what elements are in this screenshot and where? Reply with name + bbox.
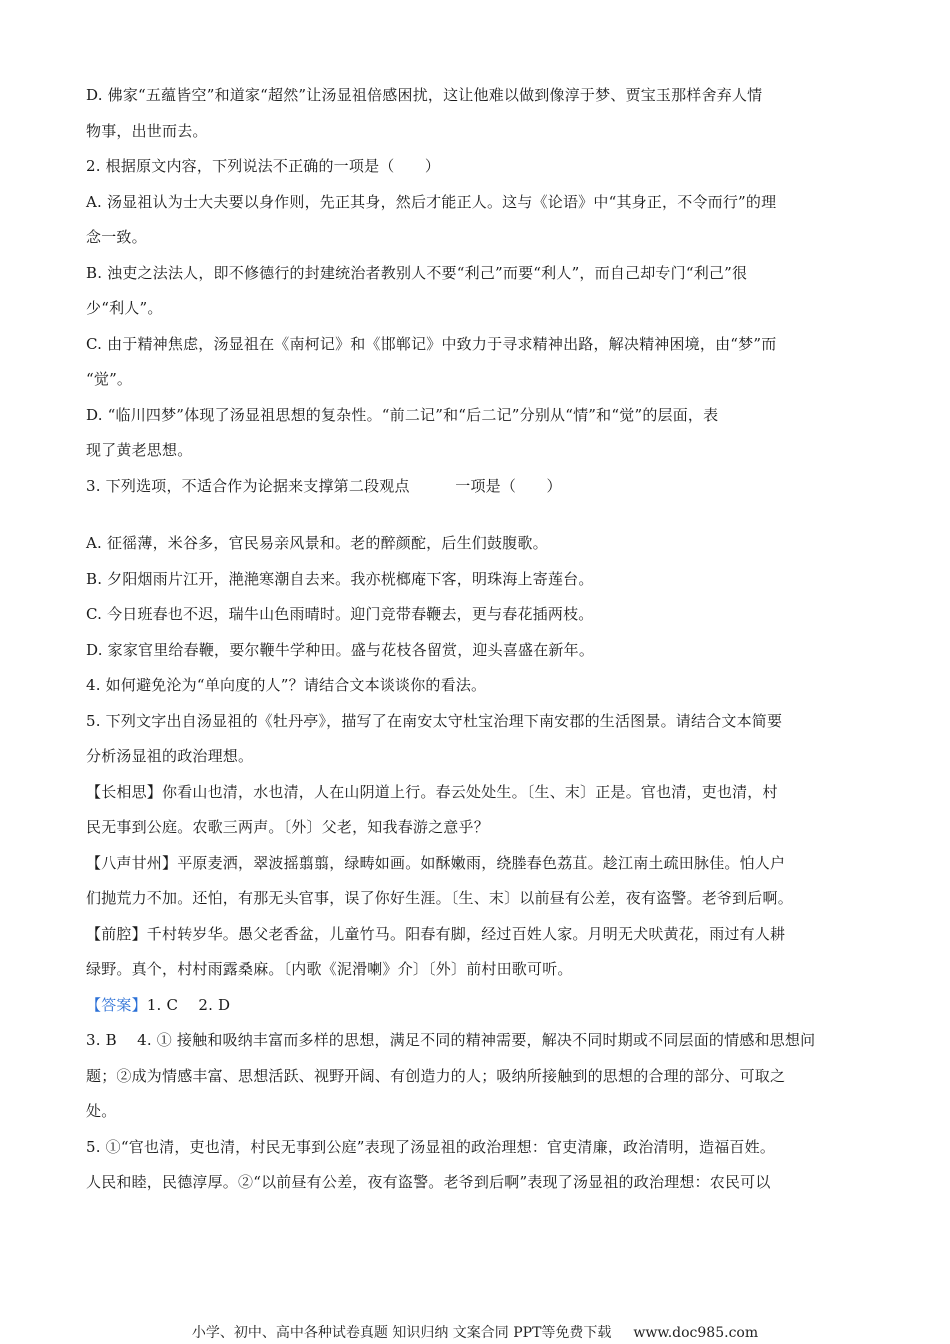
text-line: A. 汤显祖认为士大夫要以身作则，先正其身，然后才能正人。这与《论语》中“其身正，不令而行”的理 <box>86 192 777 211</box>
text-line: 题；②成为情感丰富、思想活跃、视野开阔、有创造力的人；吸纳所接触到的思想的合理的部分、可取之 <box>86 1066 786 1085</box>
text-line: 现了黄老思想。 <box>86 441 193 459</box>
option-c: C. 今日班春也不迟，瑞牛山色雨晴时。迎门竞带春鞭去，更与春花插两枝。 <box>86 605 594 623</box>
option-d: D. 家家官里给春鞭，要尔鞭牛学种田。盛与花枝各留赏，迎头喜盛在新年。 <box>86 640 595 659</box>
option-b: B. 夕阳烟雨片江开，滟滟寒潮自去来。我亦桄榔庵下客，明珠海上寄莲台。 <box>86 569 594 588</box>
text-line: 人民和睦，民德淳厚。②“以前昼有公差，夜有盗警。老爷到后啊”表现了汤显祖的政治理想：农民可以 <box>86 1173 771 1191</box>
option-a: A. 征徭薄，米谷多，官民易亲风景和。老的醉颜酡，后生们鼓腹歌。 <box>86 534 548 552</box>
text-line: 5. ①“官也清，吏也清，村民无事到公庭”表现了汤显祖的政治理想：官吏清廉，政治清明，造福百姓。 <box>86 1137 776 1156</box>
answer-label: 【答案】 <box>86 995 147 1014</box>
text-line: 处。 <box>86 1102 117 1120</box>
text-line: 念一致。 <box>86 228 147 246</box>
spacer <box>86 504 866 526</box>
footer-url: www.doc985.com <box>633 1325 759 1341</box>
answer-values: 1. C 2. D <box>146 995 231 1014</box>
question-3: 3. 下列选项，不适合作为论据来支撑第二段观点 一项是（ ） <box>86 476 562 495</box>
text-line: 【八声甘州】平原麦洒，翠波摇翦翦，绿畴如画。如酥嫩雨，绕塍春色荔苴。趁江南土疏田脉佳。怕人户 <box>86 853 786 872</box>
text-line: 3. B 4. ① 接触和吸纳丰富而多样的思想，满足不同的精神需要，解决不同时期或不同层面的情感和思想问 <box>86 1031 816 1049</box>
text-line: D. “临川四梦”体现了汤显祖思想的复杂性。“前二记”和“后二记”分别从“情”和“觉”的层面，表 <box>86 405 719 424</box>
page-footer <box>0 1322 950 1342</box>
text-line: 绿野。真个，村村雨露桑麻。〔内歌《泥滑喇》介〕〔外〕前村田歌可听。 <box>86 960 573 978</box>
text-line: 分析汤显祖的政治理想。 <box>86 747 254 765</box>
document-body <box>86 78 866 1201</box>
question-5: 5. 下列文字出自汤显祖的《牡丹亭》，描写了在南安太守杜宝治理下南安郡的生活图景。请结合文本简要 <box>86 711 783 730</box>
answer-line <box>86 988 866 1024</box>
text-line: 物事，出世而去。 <box>86 121 208 140</box>
text-line: 【前腔】千村转岁华。愚父老香盆，儿童竹马。阳春有脚，经过百姓人家。月明无犬吠黄花，雨过有人耕 <box>86 924 786 943</box>
text-line: B. 浊吏之法法人，即不修德行的封建统治者教别人不要“利己”而要“利人”，而自己却专门“利己”很 <box>86 263 748 282</box>
footer-text: 小学、初中、高中各种试卷真题 知识归纳 文案合同 PPT等免费下载 <box>191 1325 612 1341</box>
text-line: 民无事到公庭。农歌三两声。〔外〕父老，知我春游之意乎？ <box>86 818 489 836</box>
text-line: D. 佛家“五蕴皆空”和道家“超然”让汤显祖倍感困扰，这让他难以做到像淳于梦、贾宝玉那样舍弃人情 <box>86 86 763 104</box>
question-4: 4. 如何避免沦为“单向度的人”？请结合文本谈谈你的看法。 <box>86 676 487 694</box>
text-line: “觉”。 <box>86 370 133 388</box>
question-2: 2. 根据原文内容，下列说法不正确的一项是（ ） <box>86 157 441 175</box>
text-line: 们抛荒力不加。还怕，有那无头官事，误了你好生涯。〔生、末〕以前昼有公差，夜有盗警。老爷到后啊。 <box>86 889 793 907</box>
text-line: C. 由于精神焦虑，汤显祖在《南柯记》和《邯郸记》中致力于寻求精神出路，解决精神困境，由“梦”而 <box>86 334 777 353</box>
text-line: 【长相思】你看山也清，水也清，人在山阴道上行。春云处处生。〔生、末〕正是。官也清，吏也清，村 <box>86 782 778 801</box>
text-line: 少“利人”。 <box>86 299 163 317</box>
